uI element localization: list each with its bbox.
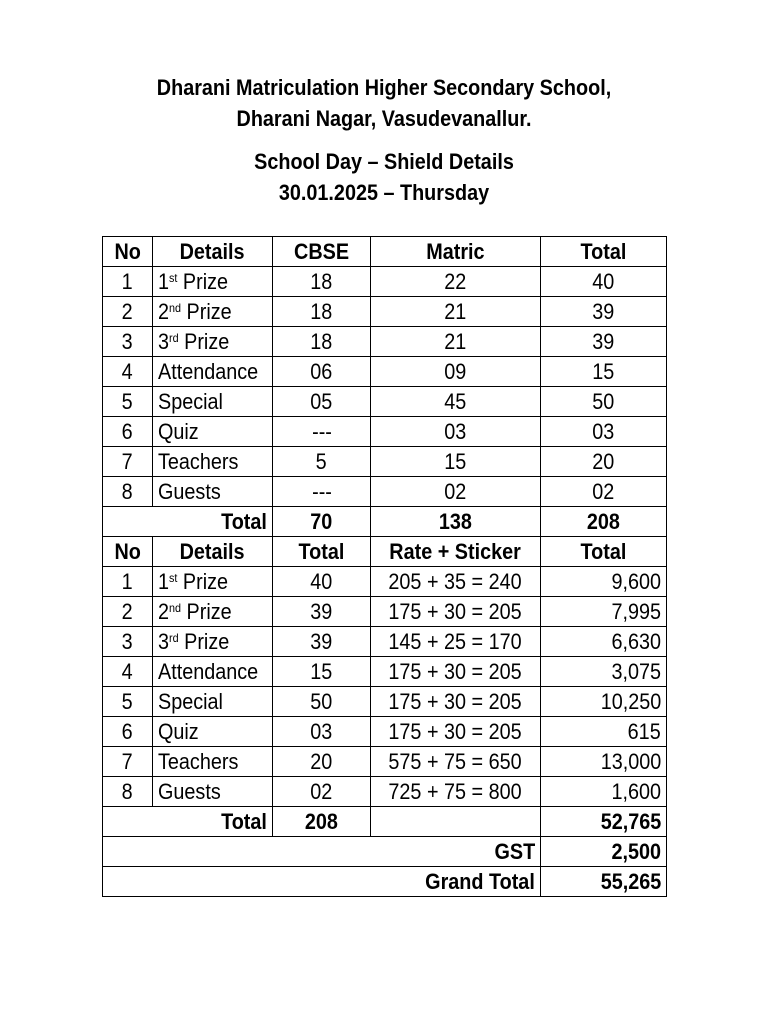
shield-count: 20: [273, 747, 371, 777]
row-number: 1: [103, 267, 153, 297]
row-total: 03: [541, 417, 667, 447]
shield-count: 15: [273, 657, 371, 687]
matric-count: 22: [371, 267, 541, 297]
detail-cell: Teachers: [153, 747, 273, 777]
row-number: 7: [103, 447, 153, 477]
table-row: [103, 627, 667, 657]
rate-sticker: 145 + 25 = 170: [371, 627, 541, 657]
column-header-count: Total: [273, 537, 371, 567]
total-cbse: 70: [273, 507, 371, 537]
grand-total-row: [103, 867, 667, 897]
row-number: 6: [103, 417, 153, 447]
column-header-amount: Total: [541, 537, 667, 567]
cbse-count: 18: [273, 327, 371, 357]
table-row: [103, 597, 667, 627]
row-amount: 6,630: [541, 627, 667, 657]
total-matric: 138: [371, 507, 541, 537]
shield-count: 03: [273, 717, 371, 747]
empty-cell: [371, 807, 541, 837]
table-row: [103, 567, 667, 597]
row-amount: 1,600: [541, 777, 667, 807]
document-header: [38, 72, 729, 134]
shield-count: 39: [273, 597, 371, 627]
rate-sticker: 175 + 30 = 205: [371, 597, 541, 627]
total-total: 208: [541, 507, 667, 537]
table-row: [103, 687, 667, 717]
detail-cell: Teachers: [153, 447, 273, 477]
detail-cell: Special: [153, 387, 273, 417]
detail-cell: 2nd Prize: [153, 297, 273, 327]
total-count: 208: [273, 807, 371, 837]
rate-sticker: 175 + 30 = 205: [371, 717, 541, 747]
table1-total-row: [103, 507, 667, 537]
detail-cell: Guests: [153, 477, 273, 507]
detail-cell: 1st Prize: [153, 567, 273, 597]
rate-sticker: 175 + 30 = 205: [371, 687, 541, 717]
row-number: 4: [103, 357, 153, 387]
row-total: 20: [541, 447, 667, 477]
row-amount: 10,250: [541, 687, 667, 717]
cbse-count: 18: [273, 267, 371, 297]
matric-count: 09: [371, 357, 541, 387]
table2-total-row: [103, 807, 667, 837]
row-amount: 3,075: [541, 657, 667, 687]
row-number: 2: [103, 597, 153, 627]
row-number: 8: [103, 477, 153, 507]
column-header-matric: Matric: [371, 237, 541, 267]
column-header-no: No: [103, 537, 153, 567]
detail-cell: Attendance: [153, 657, 273, 687]
table1-header-row: [103, 237, 667, 267]
rate-sticker: 725 + 75 = 800: [371, 777, 541, 807]
row-total: 39: [541, 297, 667, 327]
detail-cell: 2nd Prize: [153, 597, 273, 627]
column-header-details: Details: [153, 537, 273, 567]
row-number: 2: [103, 297, 153, 327]
matric-count: 21: [371, 327, 541, 357]
row-number: 6: [103, 717, 153, 747]
shield-count: 50: [273, 687, 371, 717]
matric-count: 15: [371, 447, 541, 477]
cbse-count: ---: [273, 417, 371, 447]
table-row: [103, 447, 667, 477]
row-number: 1: [103, 567, 153, 597]
gst-label: GST: [103, 837, 541, 867]
matric-count: 21: [371, 297, 541, 327]
row-total: 40: [541, 267, 667, 297]
detail-cell: Quiz: [153, 717, 273, 747]
table-row: [103, 657, 667, 687]
column-header-rate-sticker: Rate + Sticker: [371, 537, 541, 567]
row-total: 50: [541, 387, 667, 417]
row-number: 7: [103, 747, 153, 777]
column-header-details: Details: [153, 237, 273, 267]
cbse-count: 5: [273, 447, 371, 477]
table-row: [103, 747, 667, 777]
row-total: 15: [541, 357, 667, 387]
shield-details-table: [102, 236, 667, 897]
rate-sticker: 575 + 75 = 650: [371, 747, 541, 777]
cbse-count: ---: [273, 477, 371, 507]
shield-count: 39: [273, 627, 371, 657]
row-total: 39: [541, 327, 667, 357]
detail-cell: 3rd Prize: [153, 627, 273, 657]
matric-count: 02: [371, 477, 541, 507]
table-row: [103, 717, 667, 747]
table2-header-row: [103, 537, 667, 567]
cbse-count: 06: [273, 357, 371, 387]
row-number: 8: [103, 777, 153, 807]
rate-sticker: 205 + 35 = 240: [371, 567, 541, 597]
grand-total-label: Grand Total: [103, 867, 541, 897]
detail-cell: 3rd Prize: [153, 327, 273, 357]
row-amount: 13,000: [541, 747, 667, 777]
gst-row: [103, 837, 667, 867]
row-number: 5: [103, 387, 153, 417]
table-row: [103, 417, 667, 447]
row-amount: 9,600: [541, 567, 667, 597]
total-label: Total: [103, 507, 273, 537]
shield-count: 02: [273, 777, 371, 807]
total-amount: 52,765: [541, 807, 667, 837]
detail-cell: 1st Prize: [153, 267, 273, 297]
table-row: [103, 327, 667, 357]
detail-cell: Guests: [153, 777, 273, 807]
document-date: 30.01.2025 – Thursday: [278, 180, 490, 205]
cbse-count: 05: [273, 387, 371, 417]
document-subheader: [38, 146, 729, 208]
row-number: 5: [103, 687, 153, 717]
rate-sticker: 175 + 30 = 205: [371, 657, 541, 687]
column-header-total: Total: [541, 237, 667, 267]
total-label: Total: [103, 807, 273, 837]
document-subtitle: School Day – Shield Details: [254, 149, 514, 174]
grand-total-amount: 55,265: [541, 867, 667, 897]
row-number: 3: [103, 627, 153, 657]
matric-count: 03: [371, 417, 541, 447]
row-amount: 615: [541, 717, 667, 747]
row-number: 3: [103, 327, 153, 357]
row-number: 4: [103, 657, 153, 687]
table-row: [103, 387, 667, 417]
matric-count: 45: [371, 387, 541, 417]
school-name: Dharani Matriculation Higher Secondary School,: [156, 75, 612, 100]
detail-cell: Special: [153, 687, 273, 717]
column-header-no: No: [103, 237, 153, 267]
table-row: [103, 477, 667, 507]
gst-amount: 2,500: [541, 837, 667, 867]
shield-count: 40: [273, 567, 371, 597]
school-address: Dharani Nagar, Vasudevanallur.: [236, 106, 532, 131]
column-header-cbse: CBSE: [273, 237, 371, 267]
table-row: [103, 267, 667, 297]
table-row: [103, 357, 667, 387]
row-amount: 7,995: [541, 597, 667, 627]
detail-cell: Attendance: [153, 357, 273, 387]
table-row: [103, 297, 667, 327]
detail-cell: Quiz: [153, 417, 273, 447]
row-total: 02: [541, 477, 667, 507]
cbse-count: 18: [273, 297, 371, 327]
table-row: [103, 777, 667, 807]
